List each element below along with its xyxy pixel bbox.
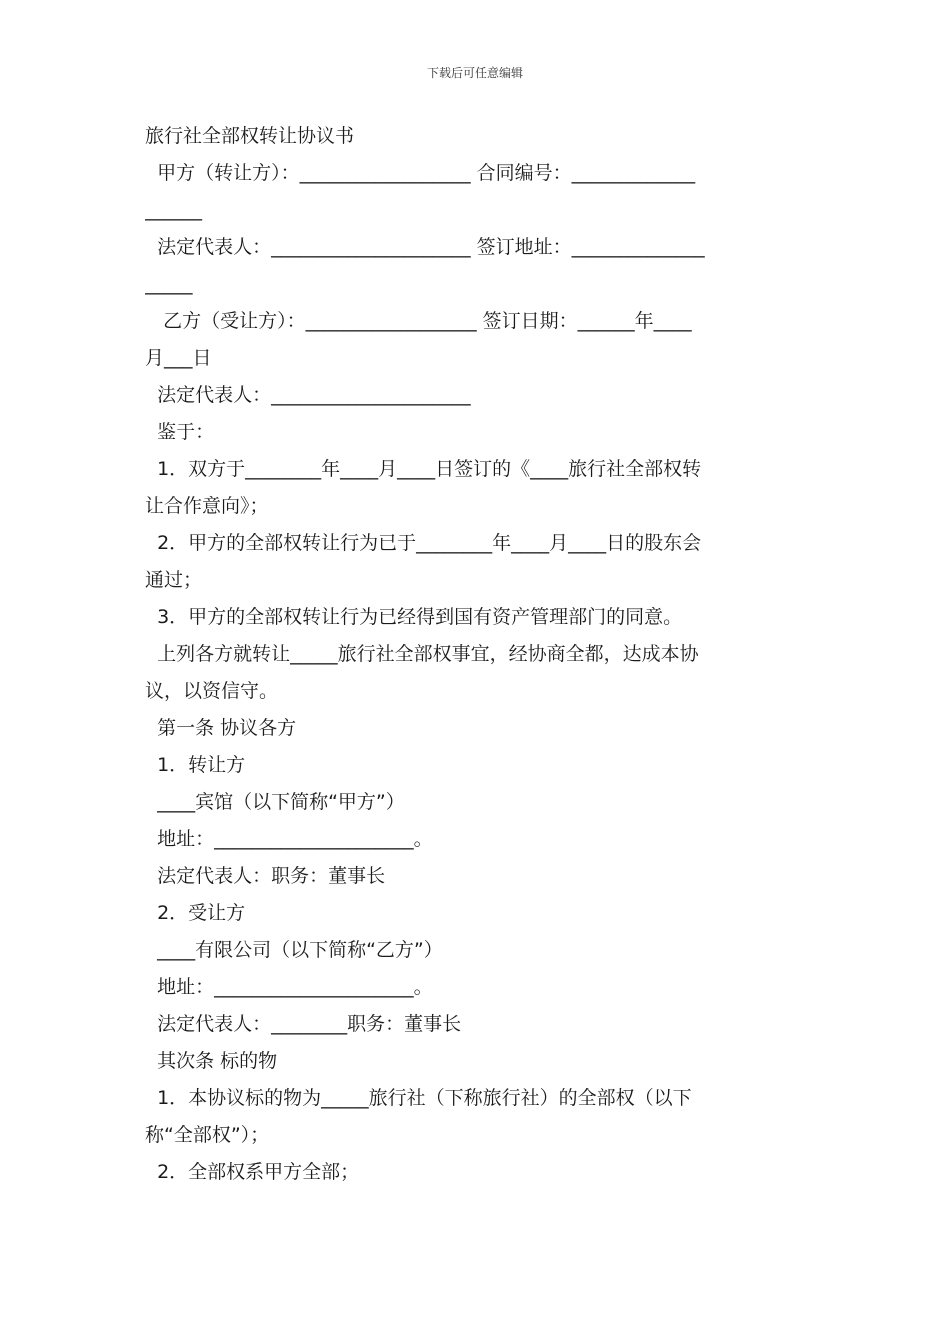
party-a-rep-line: 法定代表人：_____________________ 签订地址：______________ xyxy=(145,236,705,258)
article-2-heading: 其次条 标的物 xyxy=(145,1050,278,1072)
article-2-item-1: 1．本协议标的物为_____旅行社（下称旅行社）的全部权（以下 xyxy=(145,1087,692,1109)
party-a-line-cont: ______ xyxy=(145,199,202,221)
article-1-heading: 第一条 协议各方 xyxy=(145,717,297,739)
whereas-item-2: 2．甲方的全部权转让行为已于________年____月____日的股东会 xyxy=(145,532,702,554)
whereas-item-3: 3．甲方的全部权转让行为已经得到国有资产管理部门的同意。 xyxy=(145,606,683,628)
party-b-line-cont: 月___日 xyxy=(145,347,212,369)
transferor-address: 地址：_____________________。 xyxy=(145,828,433,850)
transferee-name: ____有限公司（以下简称“乙方”） xyxy=(145,939,443,961)
article-2-item-2: 2．全部权系甲方全部； xyxy=(145,1161,360,1183)
transferor-rep: 法定代表人：职务：董事长 xyxy=(145,865,386,887)
transferee-rep: 法定代表人：________职务：董事长 xyxy=(145,1013,462,1035)
document-title: 旅行社全部权转让协议书 xyxy=(145,125,355,147)
whereas-item-2-cont: 通过； xyxy=(145,569,203,591)
agreement-paragraph-cont: 议，以资信守。 xyxy=(145,680,279,702)
party-b-line: 乙方（受让方）：__________________ 签订日期：______年____ xyxy=(145,310,692,332)
page-header: 下载后可任意编辑 xyxy=(426,66,523,80)
article-2-item-1-cont: 称“全部权”）； xyxy=(145,1124,270,1146)
document-body xyxy=(145,118,807,1191)
whereas-item-1: 1．双方于________年____月____日签订的《____旅行社全部权转 xyxy=(145,458,702,480)
article-1-item-1: 1．转让方 xyxy=(145,754,246,776)
article-1-item-2: 2．受让方 xyxy=(145,902,246,924)
whereas-heading: 鉴于： xyxy=(145,421,215,443)
party-a-line: 甲方（转让方）：__________________ 合同编号：_____________ xyxy=(145,162,696,184)
agreement-paragraph: 上列各方就转让_____旅行社全部权事宜，经协商全都，达成本协 xyxy=(145,643,699,665)
party-b-rep-line: 法定代表人：_____________________ xyxy=(145,384,471,406)
party-a-rep-line-cont: _____ xyxy=(145,273,193,295)
whereas-item-1-cont: 让合作意向》； xyxy=(145,495,269,517)
transferee-address: 地址：_____________________。 xyxy=(145,976,433,998)
transferor-name: ____宾馆（以下简称“甲方”） xyxy=(145,791,405,813)
